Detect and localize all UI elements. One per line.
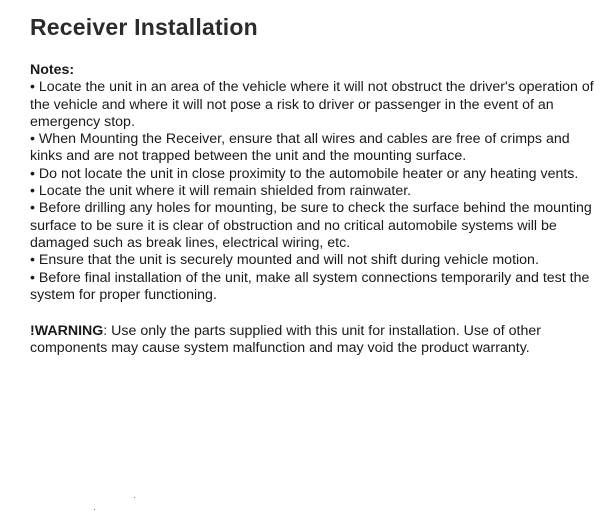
note-item: • Before drilling any holes for mounting, be sure to check the surface behind the mounting surface to be sure it is clear of obstruction and no critical automobile systems will be damaged such as break lines, electrical wiring, etc. — [30, 200, 592, 251]
page-title: Receiver Installation — [30, 14, 258, 40]
note-item: • Locate the unit in an area of the vehicle where it will not obstruct the driver's operation of the vehicle and where it will not pose a risk to driver or passenger in the event of an emergency stop. — [30, 79, 594, 130]
note-item: • Before final installation of the unit, make all system connections temporarily and test the system for proper functioning. — [30, 269, 590, 303]
document-body — [30, 62, 600, 358]
notes-heading: Notes: — [30, 62, 75, 78]
notes-list — [30, 79, 600, 304]
note-item: • Do not locate the unit in close proximity to the automobile heater or any heating vents. — [30, 165, 579, 182]
note-item: • Ensure that the unit is securely mounted and will not shift during vehicle motion. — [30, 252, 539, 269]
warning-text: : Use only the parts supplied with this unit for installation. Use of other components may cause system malfunction and may void the product warranty. — [30, 323, 541, 357]
note-item: • When Mounting the Receiver, ensure that all wires and cables are free of crimps and kinks and are not trapped between the unit and the mounting surface. — [30, 131, 570, 165]
scan-speck — [94, 509, 95, 510]
note-item: • Locate the unit where it will remain shielded from rainwater. — [30, 183, 412, 200]
scan-speck — [134, 497, 135, 498]
warning-paragraph — [30, 323, 600, 358]
warning-label: !WARNING — [30, 323, 104, 340]
